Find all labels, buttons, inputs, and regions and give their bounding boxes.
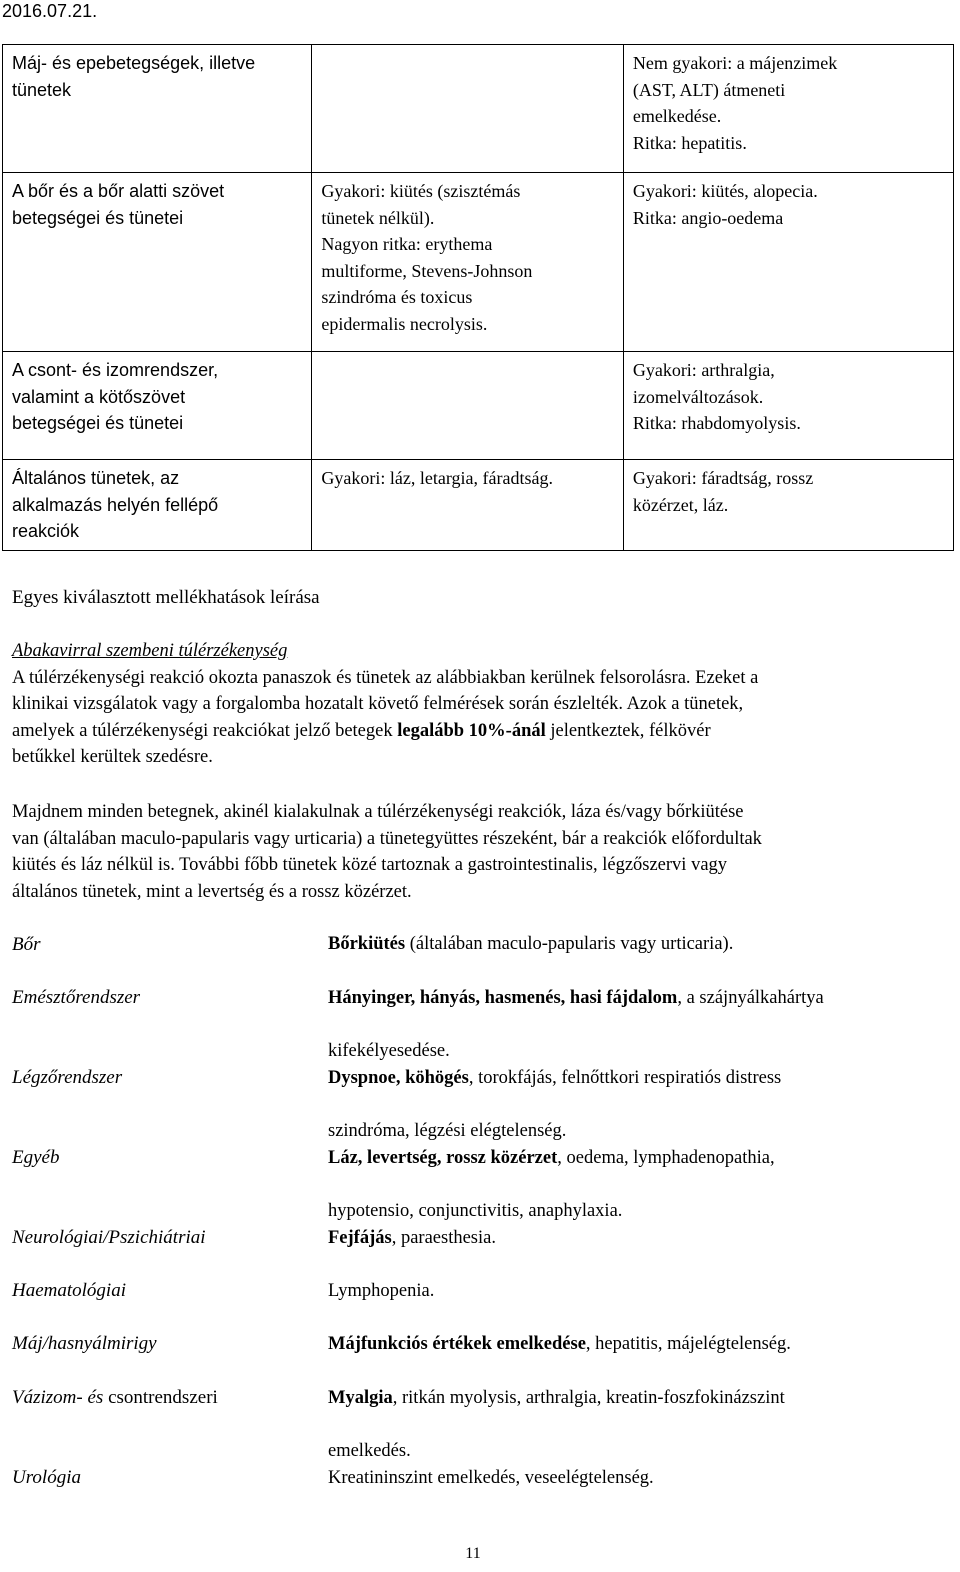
system-label: Urológia	[12, 1467, 81, 1488]
paragraph-2: Majdnem minden betegnek, akinél kialakulnak a túlérzékenységi reakciók, láza és/vagy bőrkiütése van (általában maculo-papularis vagy urticaria) a tünetegyüttes részeként, bár a reakciók előfordultak kiütés és láz nélkül is. További főbb tünetek közé tartoznak a gastrointestinalis, légzőszervi vagy általános tünetek, mint a levertség és a rossz közérzet.	[12, 802, 762, 902]
para1-line: amelyek a túlérzékenységi reakciókat jelző betegek legalább 10%-ánál jelentkeztek, félkövér	[12, 720, 711, 741]
symptom-description: Fejfájás, paraesthesia.	[328, 1228, 496, 1248]
table-row	[3, 352, 954, 460]
symptom-description: Láz, levertség, rossz közérzet, oedema, lymphadenopathia, hypotensio, conjunctivitis, anaphylaxia.	[328, 1148, 775, 1221]
system-label: Vázizom- és csontrendszeri	[12, 1387, 218, 1408]
system-label: Légzőrendszer	[12, 1067, 123, 1088]
system-label: Neurológiai/Pszichiátriai	[12, 1227, 206, 1248]
lamivudine-cell: Gyakori: kiütés, alopecia. Ritka: angio-oedema	[623, 173, 953, 352]
organ-cell: A bőr és a bőr alatti szövet betegségei és tünetei	[3, 173, 312, 352]
organ-cell: A csont- és izomrendszer, valamint a kötőszövet betegségei és tünetei	[3, 352, 312, 460]
table-row	[3, 173, 954, 352]
abacavir-cell	[312, 352, 623, 460]
table-row	[3, 460, 954, 551]
subheading: Abakavirral szembeni túlérzékenység	[12, 641, 288, 661]
hypersensitivity-subheading-block	[12, 638, 952, 771]
symptom-description: Dyspnoe, köhögés, torokfájás, felnőttkori respiratiós distress szindróma, légzési elégtelenség.	[328, 1068, 782, 1141]
lamivudine-cell: Nem gyakori: a májenzimek (AST, ALT) átmeneti emelkedése. Ritka: hepatitis.	[623, 45, 953, 173]
page-date: 2016.07.21.	[2, 1, 98, 21]
table-row	[3, 45, 954, 173]
symptom-description: Májfunkciós értékek emelkedése, hepatitis, májelégtelenség.	[328, 1334, 791, 1354]
para1-line: A túlérzékenységi reakció okozta panaszok és tünetek az alábbiakban kerülnek felsorolásra. Ezeket a	[12, 667, 759, 688]
symptom-description: Kreatininszint emelkedés, veseelégtelenség.	[328, 1468, 654, 1488]
symptom-description: Lymphopenia.	[328, 1281, 435, 1301]
system-label: Bőr	[12, 934, 41, 955]
system-label: Máj/hasnyálmirigy	[12, 1333, 157, 1354]
abacavir-cell: Gyakori: kiütés (szisztémás tünetek nélkül). Nagyon ritka: erythema multiforme, Stevens-Johnson szindróma és toxicus epidermalis necrolysis.	[312, 173, 623, 352]
organ-cell: Máj- és epebetegségek, illetve tünetek	[3, 45, 312, 173]
abacavir-cell	[312, 45, 623, 173]
para1-line: betűkkel kerültek szedésre.	[12, 747, 213, 767]
abacavir-cell: Gyakori: láz, letargia, fáradtság.	[312, 460, 623, 551]
symptom-description: Hányinger, hányás, hasmenés, hasi fájdalom, a szájnyálkahártya kifekélyesedése.	[328, 988, 824, 1061]
system-label: Egyéb	[12, 1147, 60, 1168]
adverse-reactions-table	[2, 44, 954, 551]
page-number: 11	[465, 1545, 481, 1562]
system-label: Haematológiai	[12, 1280, 126, 1301]
system-label: Emésztőrendszer	[12, 987, 141, 1008]
section-heading: Egyes kiválasztott mellékhatások leírása	[12, 587, 320, 608]
symptom-description: Myalgia, ritkán myolysis, arthralgia, kreatin-foszfokinázszint emelkedés.	[328, 1388, 785, 1461]
organ-cell: Általános tünetek, az alkalmazás helyén fellépő reakciók	[3, 460, 312, 551]
lamivudine-cell: Gyakori: arthralgia, izomelváltozások. Ritka: rhabdomyolysis.	[623, 352, 953, 460]
symptom-description: Bőrkiütés (általában maculo-papularis vagy urticaria).	[328, 934, 734, 954]
para1-line: klinikai vizsgálatok vagy a forgalomba hozatalt követő felmérések során észlelték. Azok a tünetek,	[12, 694, 744, 714]
lamivudine-cell: Gyakori: fáradtság, rossz közérzet, láz.	[623, 460, 953, 551]
